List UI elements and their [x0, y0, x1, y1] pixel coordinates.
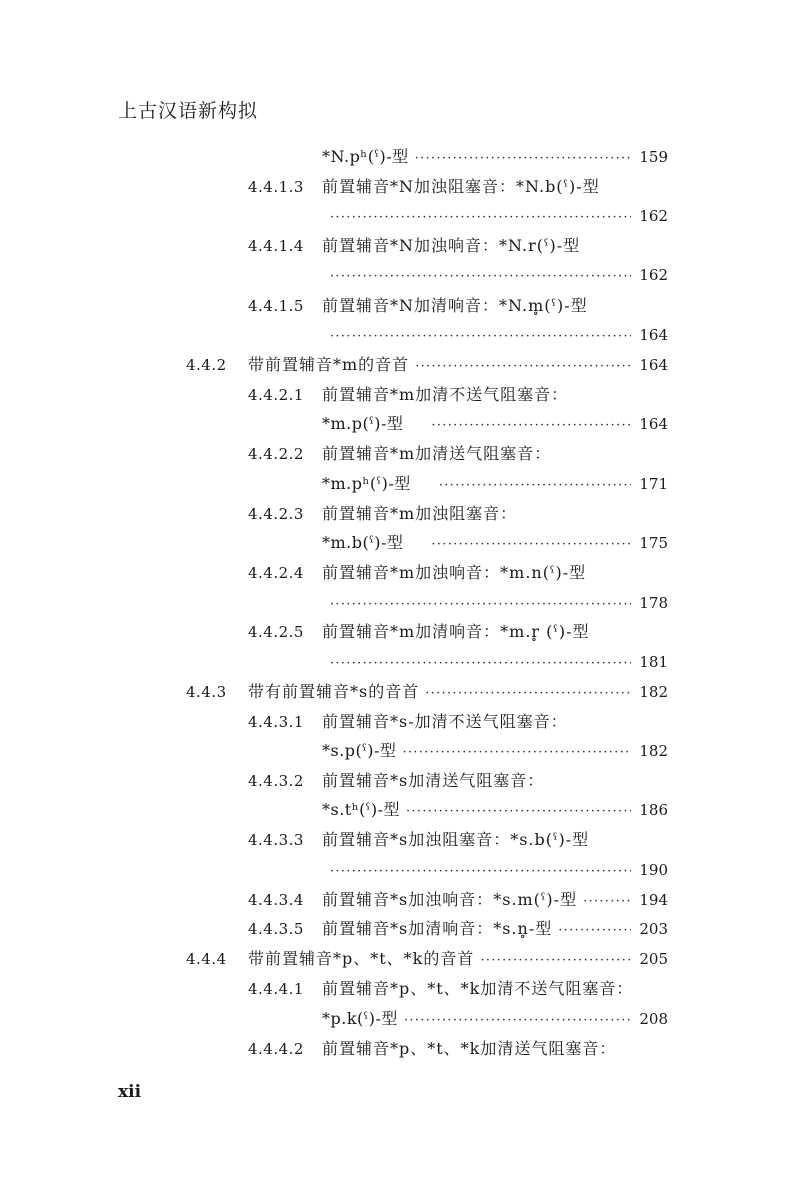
toc-entry [248, 977, 668, 1001]
toc-entry-title: 前置辅音*m加浊阻塞音： [322, 504, 518, 523]
toc-entry-number: 4.4.1.3 [248, 178, 304, 196]
toc-entry-number: 4.4.4.1 [248, 980, 304, 998]
toc-entry-title: 前置辅音*m加清送气阻塞音： [322, 444, 552, 463]
toc-entry-title: 前置辅音*s加清送气阻塞音： [322, 771, 545, 790]
dot-leader [415, 147, 632, 171]
toc-section-title: 带前置辅音*m的音首 [248, 355, 410, 374]
toc-entry-leader-line [322, 472, 668, 496]
toc-entry-leader-line [322, 531, 668, 555]
toc-entry-title: 前置辅音*m加清响音：*m.r̥ (ˤ)-型 [322, 622, 590, 641]
toc-entry-number: 4.4.1.4 [248, 237, 304, 255]
toc-entry-title-continued: *m.p(ˤ)-型 [322, 414, 404, 433]
toc-entry-number: 4.4.3.4 [248, 891, 304, 909]
dot-leader [330, 325, 631, 349]
toc-entry-number: 4.4.3.2 [248, 772, 304, 790]
toc-entry-number: 4.4.2.5 [248, 623, 304, 641]
dot-leader [406, 800, 631, 824]
toc-entry-title: 前置辅音*N加清响音：*N.m̥(ˤ)-型 [322, 296, 588, 315]
toc-section-title: 带有前置辅音*s的音首 [248, 682, 420, 701]
toc-entry-page: 190 [639, 861, 668, 879]
toc-entry-title: 前置辅音*N加浊响音：*N.r(ˤ)-型 [322, 236, 581, 255]
toc-section [186, 947, 668, 971]
toc-entry [248, 294, 668, 318]
dot-leader [583, 890, 631, 914]
toc-entry-title-continued: *s.p(ˤ)-型 [322, 741, 397, 760]
dot-leader [415, 355, 631, 379]
dot-leader [330, 860, 631, 884]
toc-entry-title: 前置辅音*p、*t、*k加清不送气阻塞音： [322, 979, 634, 998]
toc-section-page: 182 [639, 683, 668, 701]
toc-entry-number: 4.4.2.2 [248, 445, 304, 463]
dot-leader [330, 265, 631, 289]
toc-entry-page: 175 [639, 534, 668, 552]
toc-entry-title: 前置辅音*s加浊阻塞音：*s.b(ˤ)-型 [322, 830, 590, 849]
toc-entry-page: 164 [639, 415, 668, 433]
toc-entry-number: 4.4.4.2 [248, 1040, 304, 1058]
toc-section-title: 带前置辅音*p、*t、*k的音首 [248, 949, 475, 968]
toc-entry-title-continued: *m.pʰ(ˤ)-型 [322, 474, 411, 493]
dot-leader [425, 682, 631, 706]
toc-entry-leader-line [330, 591, 668, 615]
dot-leader [330, 206, 631, 230]
toc-entry [248, 769, 668, 793]
toc-entry [248, 917, 668, 941]
toc-entry-number: 4.4.2.4 [248, 564, 304, 582]
toc-entry-page: 208 [639, 1010, 668, 1028]
toc-entry-title: 前置辅音*m加清不送气阻塞音： [322, 385, 569, 404]
toc-entry-title: 前置辅音*s加清响音：*s.n̥-型 [322, 919, 553, 938]
toc-entry-page: 162 [639, 207, 668, 225]
toc-entry-page: 181 [639, 653, 668, 671]
toc-entry-page: 203 [639, 920, 668, 938]
toc-entry-page: 171 [639, 475, 668, 493]
toc-entry-leader-line [322, 798, 668, 822]
toc-entry-title: 前置辅音*s-加清不送气阻塞音： [322, 712, 568, 731]
toc-entry-page: 159 [639, 148, 668, 166]
toc-entry-title: 前置辅音*s加浊响音：*s.m(ˤ)-型 [322, 890, 578, 909]
toc-section-page: 164 [639, 356, 668, 374]
toc-entry-page: 162 [639, 266, 668, 284]
toc-entry-title: 前置辅音*N加浊阻塞音：*N.b(ˤ)-型 [322, 177, 600, 196]
toc-entry [248, 710, 668, 734]
toc-entry [248, 502, 668, 526]
toc-entry-leader-line [322, 1007, 668, 1031]
dot-leader [402, 741, 631, 765]
toc-entry [248, 888, 668, 912]
toc-entry-page: 182 [639, 742, 668, 760]
dot-leader [439, 474, 632, 498]
dot-leader [404, 1009, 631, 1033]
toc-entry-leader-line [330, 858, 668, 882]
dot-leader [480, 949, 631, 973]
toc-entry-leader-line [330, 263, 668, 287]
toc-entry-number: 4.4.2.1 [248, 386, 304, 404]
toc-entry [248, 828, 668, 852]
dot-leader [330, 593, 631, 617]
toc-entry-leader-line [330, 323, 668, 347]
toc-entry [248, 1037, 668, 1061]
toc-section-number: 4.4.2 [186, 356, 227, 374]
toc-entry-page: 178 [639, 594, 668, 612]
toc-entry-leader-line [330, 204, 668, 228]
toc-section [186, 680, 668, 704]
toc-entry [248, 561, 668, 585]
toc-section [186, 353, 668, 377]
toc-entry-page: 194 [639, 891, 668, 909]
running-head: 上古汉语新构拟 [118, 100, 259, 122]
toc-entry-title: *N.pʰ(ˤ)-型 [322, 147, 409, 166]
dot-leader [558, 919, 631, 943]
page-number: xii [118, 1082, 142, 1102]
toc-entry-title-continued: *p.k(ˤ)-型 [322, 1009, 398, 1028]
dot-leader [431, 533, 631, 557]
toc-entry-leader-line [322, 739, 668, 763]
toc-entry-number: 4.4.1.5 [248, 297, 304, 315]
toc-entry-leader-line [330, 650, 668, 674]
toc-section-number: 4.4.3 [186, 683, 227, 701]
toc-entry-page: 164 [639, 326, 668, 344]
toc-entry-number: 4.4.3.3 [248, 831, 304, 849]
toc-entry [248, 383, 668, 407]
toc-entry [248, 620, 668, 644]
toc-entry-number: 4.4.3.1 [248, 713, 304, 731]
dot-leader [431, 414, 631, 438]
toc-section-number: 4.4.4 [186, 950, 227, 968]
dot-leader [330, 652, 631, 676]
toc-entry-page: 186 [639, 801, 668, 819]
toc-entry [248, 175, 668, 199]
toc-entry-title-continued: *m.b(ˤ)-型 [322, 533, 404, 552]
toc-entry [248, 442, 668, 466]
toc-entry-leader-line [322, 412, 668, 436]
toc-entry-title: 前置辅音*p、*t、*k加清送气阻塞音： [322, 1039, 617, 1058]
toc-section-page: 205 [639, 950, 668, 968]
toc-entry [322, 145, 668, 169]
toc-entry-title: 前置辅音*m加浊响音：*m.n(ˤ)-型 [322, 563, 587, 582]
toc-entry-number: 4.4.2.3 [248, 505, 304, 523]
toc-entry [248, 234, 668, 258]
toc-entry-number: 4.4.3.5 [248, 920, 304, 938]
toc-entry-title-continued: *s.tʰ(ˤ)-型 [322, 800, 401, 819]
